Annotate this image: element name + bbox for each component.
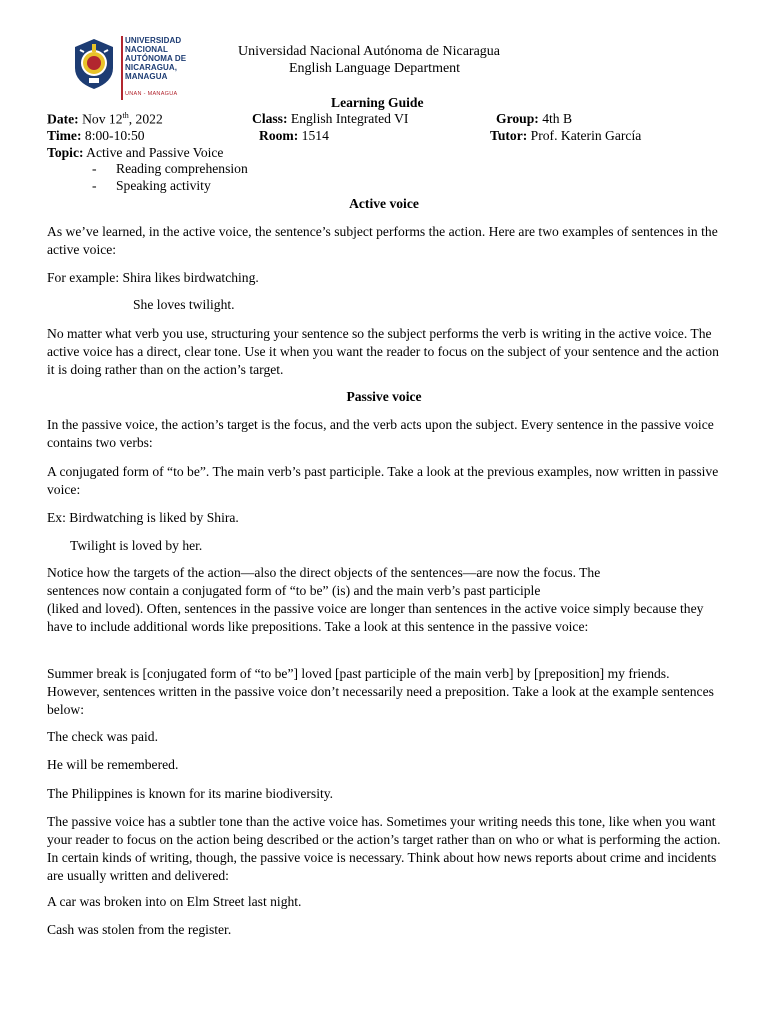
tutor-label: Tutor: (490, 128, 528, 143)
class-label: Class: (252, 111, 288, 126)
class-field (252, 111, 408, 127)
group-value: 4th B (542, 111, 573, 126)
passive-paragraph-3-line: sentences now contain a conjugated form of “to be” (is) and the main verb’s past participle (47, 583, 541, 598)
logo-wordmark (125, 36, 207, 81)
logo-line: NACIONAL (125, 45, 169, 54)
topic-label: Topic: (47, 145, 84, 160)
university-name: Universidad Nacional Autónoma de Nicaragua (238, 44, 501, 59)
bullet-dash: - (92, 161, 97, 176)
university-logo (72, 36, 207, 102)
time-field (47, 128, 145, 144)
date-year: , 2022 (128, 111, 163, 127)
date-value: Nov 12 (82, 111, 123, 127)
passive-example-2: Twilight is loved by her. (70, 538, 203, 553)
active-example-1: For example: Shira likes birdwatching. (47, 270, 259, 285)
logo-subtitle: UNAN - MANAGUA (125, 91, 178, 97)
example-sentence: The check was paid. (47, 729, 158, 744)
time-label: Time: (47, 128, 82, 143)
topic-bullet (92, 178, 211, 194)
topic-value: Active and Passive Voice (86, 145, 224, 160)
passive-paragraph-2: A conjugated form of “to be”. The main verb’s past participle. Take a look at the previous examples, now written in passive voice: (47, 464, 719, 497)
passive-paragraph-1: In the passive voice, the action’s target is the focus, and the verb acts upon the subject. Every sentence in the passive voice contains two verbs: (47, 417, 714, 450)
logo-line: AUTÓNOMA DE (125, 54, 187, 63)
passive-voice-heading: Passive voice (346, 389, 422, 404)
room-label: Room: (259, 128, 299, 143)
example-sentence: He will be remembered. (47, 757, 179, 772)
bullet-dash: - (92, 178, 97, 193)
tutor-value: Prof. Katerin García (530, 128, 642, 143)
group-field (496, 111, 572, 127)
room-value: 1514 (301, 128, 329, 143)
logo-line: MANAGUA (125, 72, 168, 81)
active-paragraph-1: As we’ve learned, in the active voice, the sentence’s subject performs the action. Here are two examples of sentences in the active voice: (47, 224, 718, 257)
example-sentence: A car was broken into on Elm Street last night. (47, 894, 302, 909)
passive-paragraph-5: The passive voice has a subtler tone than the active voice has. Sometimes your writing needs this tone, like when you want your reader to focus on the action being described or the action’s target rather than on who or what is performing the action. In certain kinds of writing, though, the passive voice is necessary. Think about how news reports about crime and incidents are usually written and delivered: (47, 814, 721, 883)
example-sentence: Cash was stolen from the register. (47, 922, 232, 937)
passive-paragraph-3-line: Notice how the targets of the action—also the direct objects of the sentences—are now the focus. The (47, 565, 601, 580)
logo-line: NICARAGUA, (125, 63, 178, 72)
active-example-2: She loves twilight. (133, 297, 235, 312)
date-field (47, 111, 163, 128)
active-voice-heading: Active voice (349, 196, 419, 211)
passive-paragraph-3-rest: (liked and loved). Often, sentences in the passive voice are longer than sentences in the active voice simply because they have to include additional words like prepositions. Take a look at this sentence in the passive voice: (47, 601, 704, 634)
logo-line: UNIVERSIDAD (125, 36, 182, 45)
topic-field (47, 145, 223, 161)
passive-paragraph-3 (47, 564, 723, 636)
tutor-field (490, 128, 641, 144)
university-seal-icon (72, 38, 116, 90)
bullet-text: Reading comprehension (116, 161, 248, 176)
class-value: English Integrated VI (290, 111, 409, 126)
logo-divider (121, 36, 123, 100)
bullet-text: Speaking activity (116, 178, 211, 193)
topic-bullet (92, 161, 248, 177)
date-suffix: th (122, 111, 129, 120)
date-label: Date: (47, 111, 79, 127)
example-sentence: The Philippines is known for its marine biodiversity. (47, 786, 334, 801)
passive-paragraph-4: Summer break is [conjugated form of “to be”] loved [past participle of the main verb] by [preposition] my friends. However, sentences written in the passive voice don’t necessarily need a preposition. Take a look at the example sentences below: (47, 666, 714, 717)
time-value: 8:00-10:50 (84, 128, 145, 143)
room-field (259, 128, 329, 144)
guide-title: Learning Guide (331, 95, 424, 110)
passive-example-1: Ex: Birdwatching is liked by Shira. (47, 510, 239, 525)
active-paragraph-2: No matter what verb you use, structuring your sentence so the subject performs the verb is writing in the active voice. The active voice has a direct, clear tone. Use it when you want the reader to focus on the subject of your sentence and the action it is doing rather than on the action’s target. (47, 326, 719, 377)
department-name: English Language Department (289, 61, 461, 76)
group-label: Group: (496, 111, 539, 126)
